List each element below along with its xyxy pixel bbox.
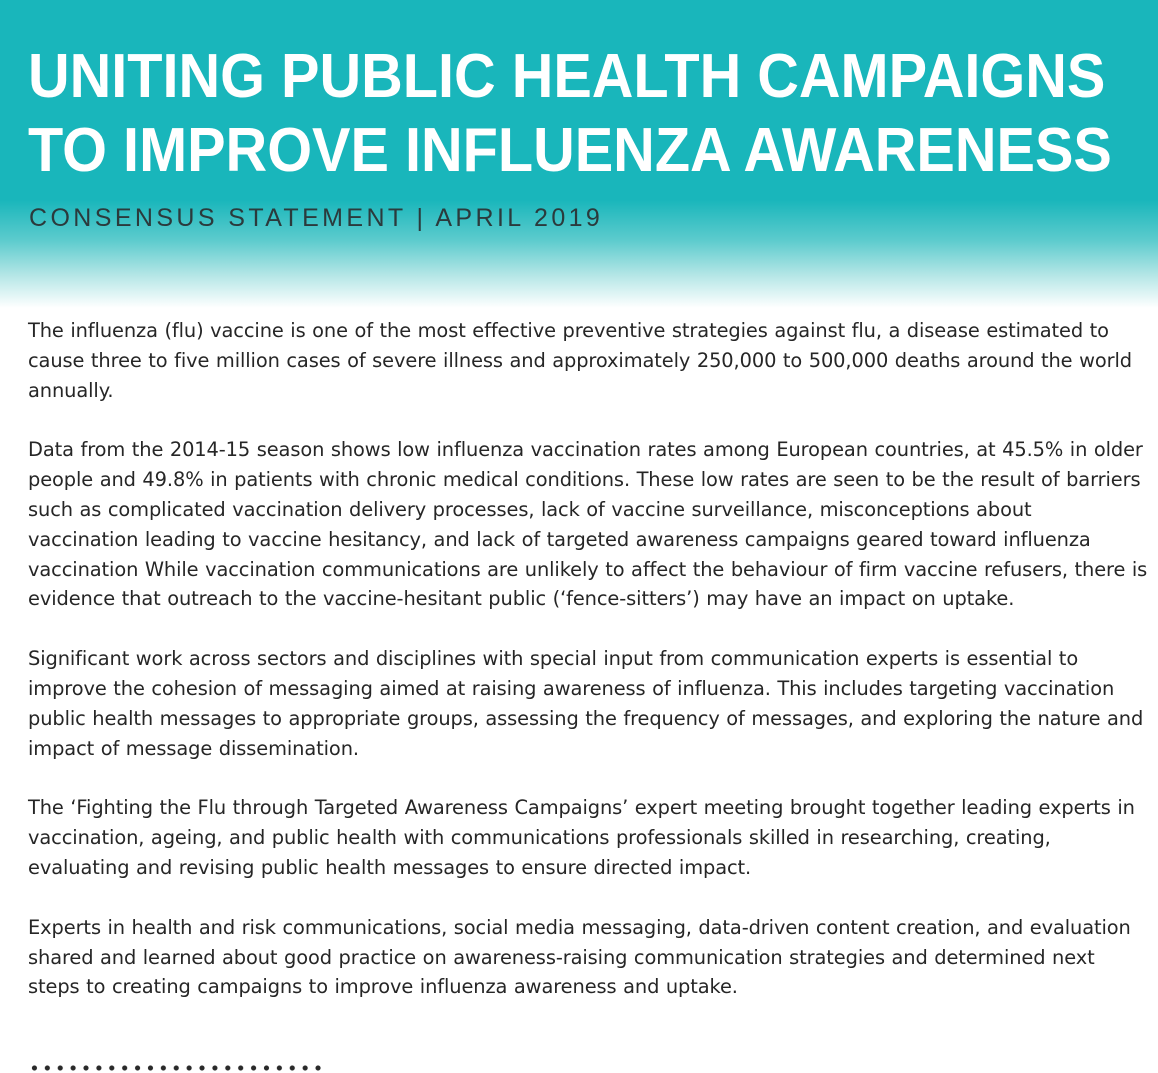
statement-body — [28, 316, 1148, 1032]
header-banner — [0, 0, 1158, 310]
dotted-divider — [28, 1063, 324, 1073]
page-subtitle: CONSENSUS STATEMENT | APRIL 2019 — [29, 204, 604, 232]
paragraph-experts-shared: Experts in health and risk communications, social media messaging, data-driven content creation, and evaluation shared and learned about good practice on awareness-raising communication strategies and determined next steps to creating campaigns to improve influenza awareness and uptake. — [28, 915, 1131, 999]
paragraph-expert-meeting: The ‘Fighting the Flu through Targeted Awareness Campaigns’ expert meeting brought together leading experts in vaccination, ageing, and public health with communications professionals skilled in researching, creating, evaluating and revising public health messages to ensure directed impact. — [28, 796, 1135, 879]
paragraph-vaccination-rates: Data from the 2014-15 season shows low influenza vaccination rates among European countries, at 45.5% in older people and 49.8% in patients with chronic medical conditions. These low rates are seen to be the result of barriers such as complicated vaccination delivery processes, lack of vaccine surveillance, misconceptions about vaccination leading to vaccine hesitancy, and lack of targeted awareness campaigns geared toward influenza vaccination While vaccination communications are unlikely to affect the behaviour of firm vaccine refusers, there is evidence that outreach to the vaccine-hesitant public (‘fence-sitters’) may have an impact on uptake. — [28, 438, 1148, 611]
page-title-line-2: TO IMPROVE INFLUENZA AWARENESS — [28, 116, 1112, 185]
page-title — [28, 40, 1112, 188]
paragraph-cross-sector-work: Significant work across sectors and disciplines with special input from communication experts is essential to improve the cohesion of messaging aimed at raising awareness of influenza. This includes targeting vaccination public health messages to appropriate groups, assessing the frequency of messages, and exploring the nature and impact of message dissemination. — [28, 647, 1144, 760]
page-title-line-1: UNITING PUBLIC HEALTH CAMPAIGNS — [28, 42, 1106, 111]
paragraph-intro: The influenza (flu) vaccine is one of the most effective preventive strategies against flu, a disease estimated to cause three to five million cases of severe illness and approximately 250,000 to 500,000 deaths around the world annually. — [28, 319, 1132, 402]
